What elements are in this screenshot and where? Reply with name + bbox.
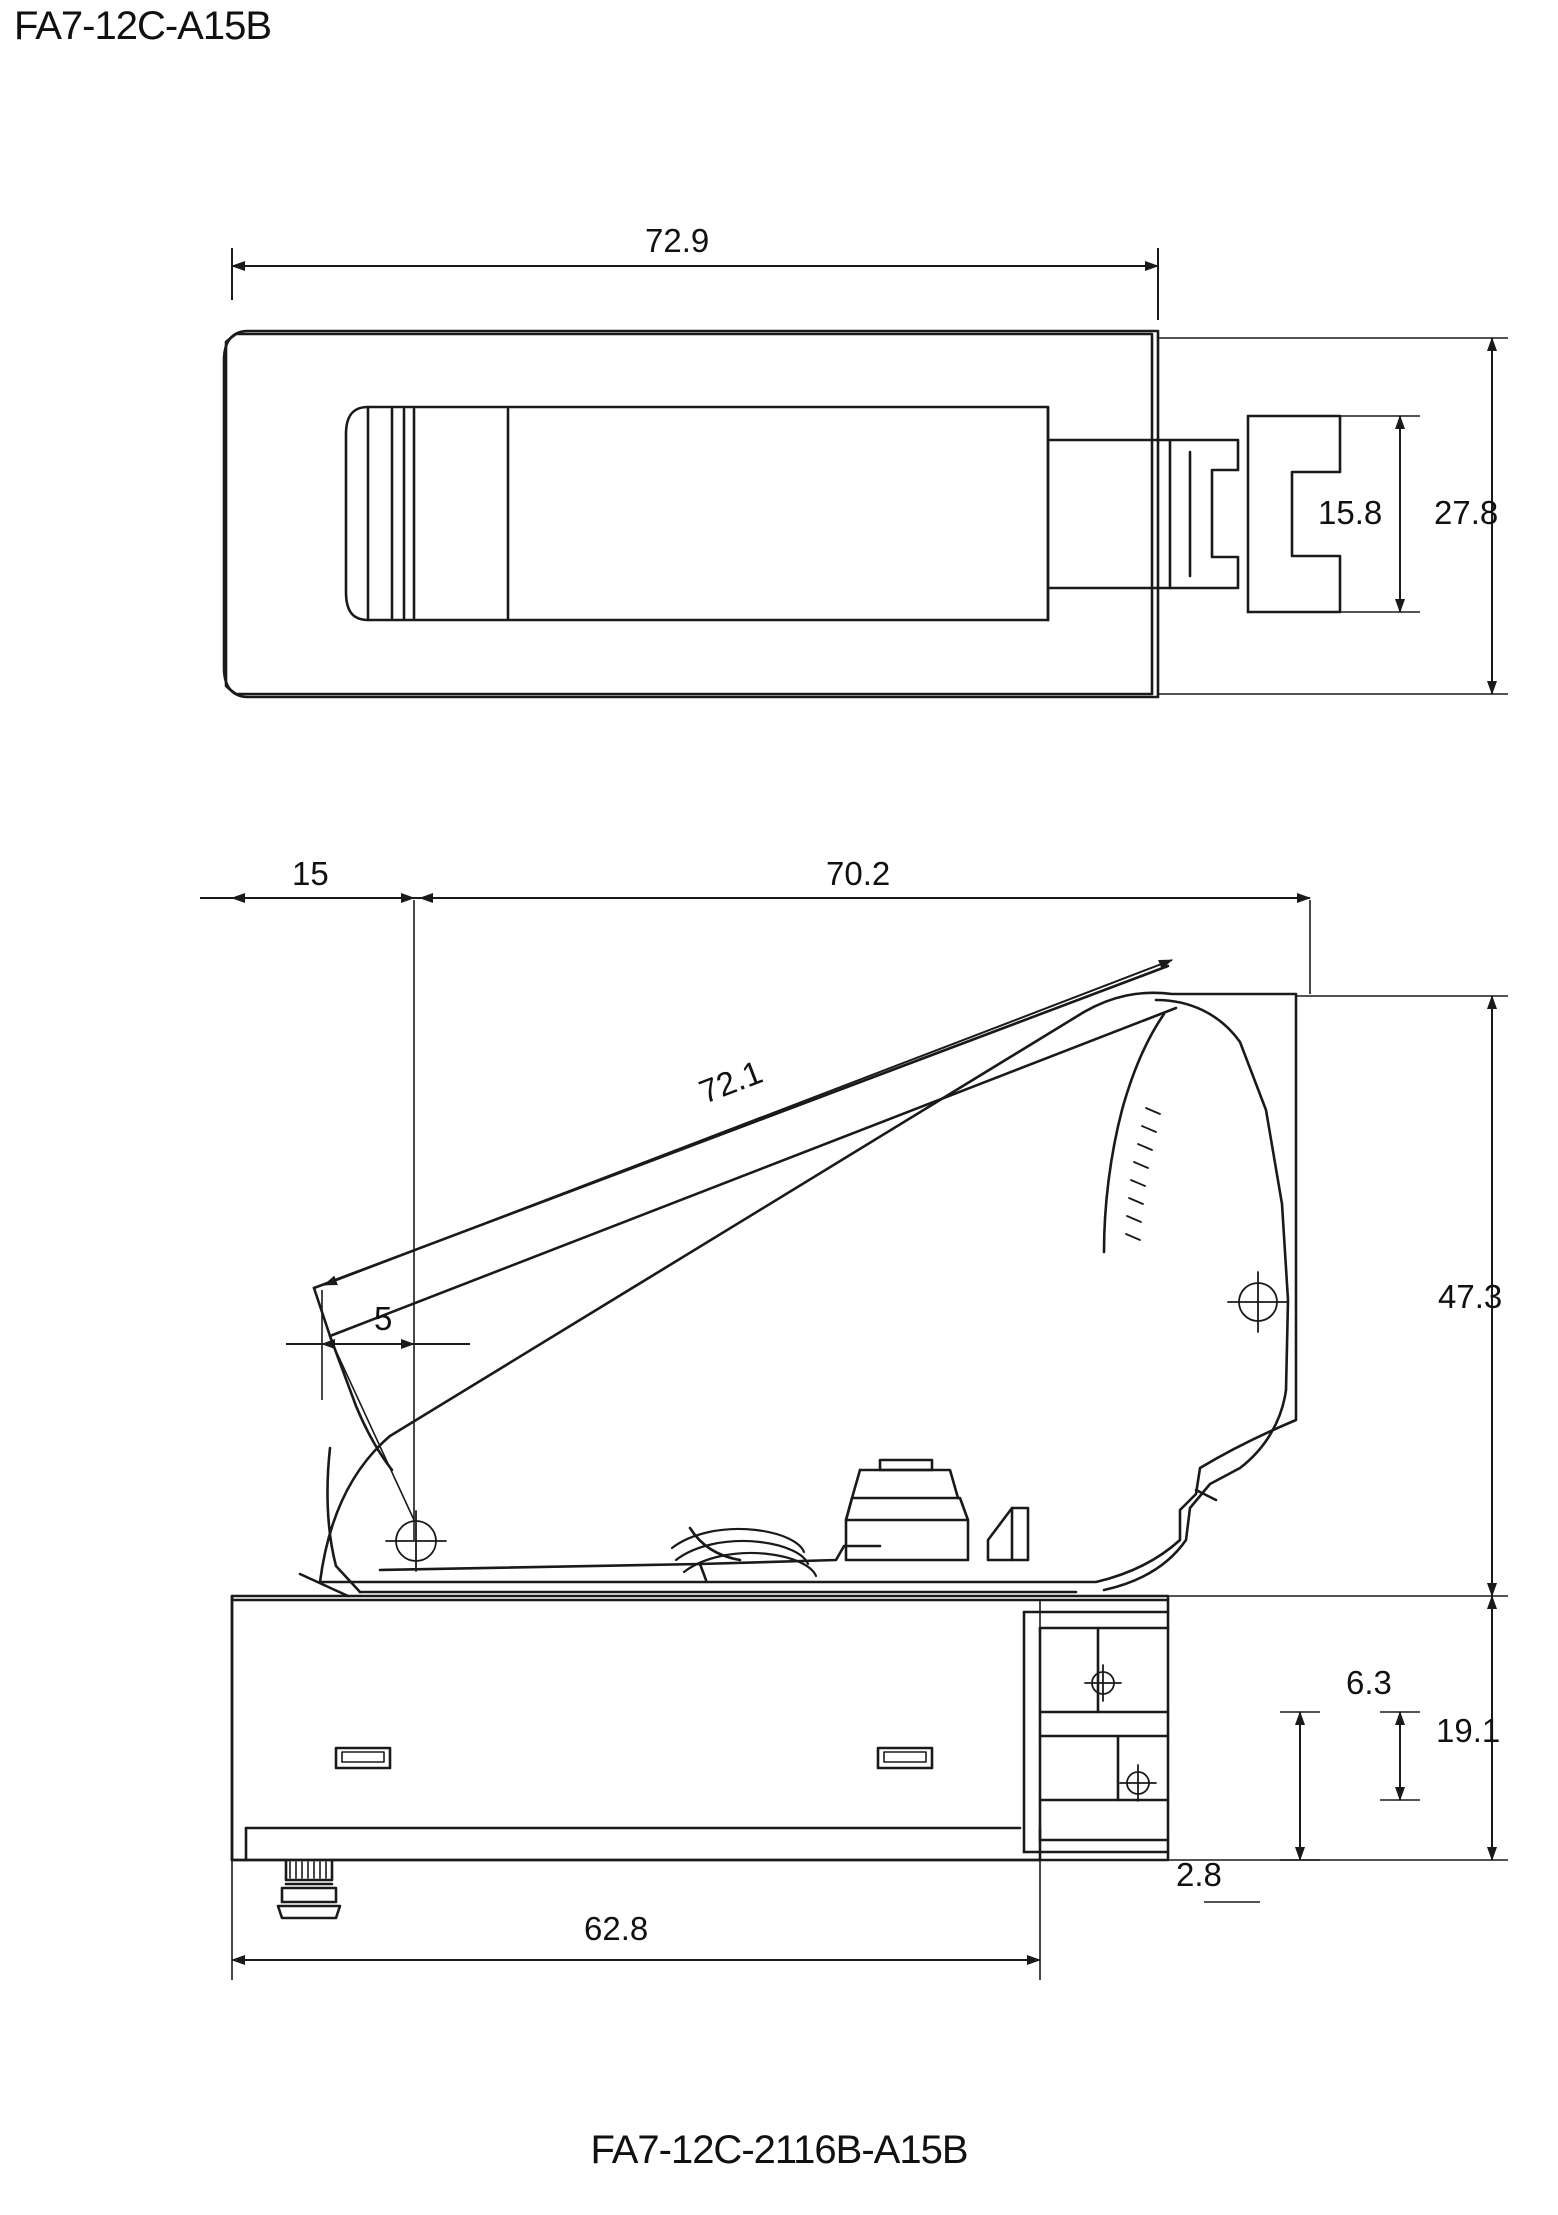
- dim-top-inner-width: 15.8: [1318, 494, 1383, 531]
- dim-side-pedal-length: 70.2: [826, 855, 891, 892]
- dim-top-overall-length: 72.9: [645, 222, 710, 259]
- dim-top-overall-width: 27.8: [1434, 494, 1499, 531]
- dim-side-overall-height: 47.3: [1438, 1278, 1503, 1315]
- dim-side-bracket-hole-height: 6.3: [1346, 1664, 1392, 1701]
- dim-side-pedal-diagonal: 72.1: [694, 1052, 768, 1111]
- footer-label: FA7-12C-2116B-A15B: [590, 2128, 968, 2172]
- dim-side-base-length: 62.8: [584, 1910, 649, 1947]
- dim-side-bracket-thickness: 2.8: [1176, 1856, 1222, 1893]
- page-title: FA7-12C-A15B: [14, 4, 272, 48]
- dim-side-base-height: 19.1: [1436, 1712, 1501, 1749]
- dim-side-pivot-offset: 5: [374, 1300, 393, 1337]
- dim-side-offset-left: 15: [292, 855, 329, 892]
